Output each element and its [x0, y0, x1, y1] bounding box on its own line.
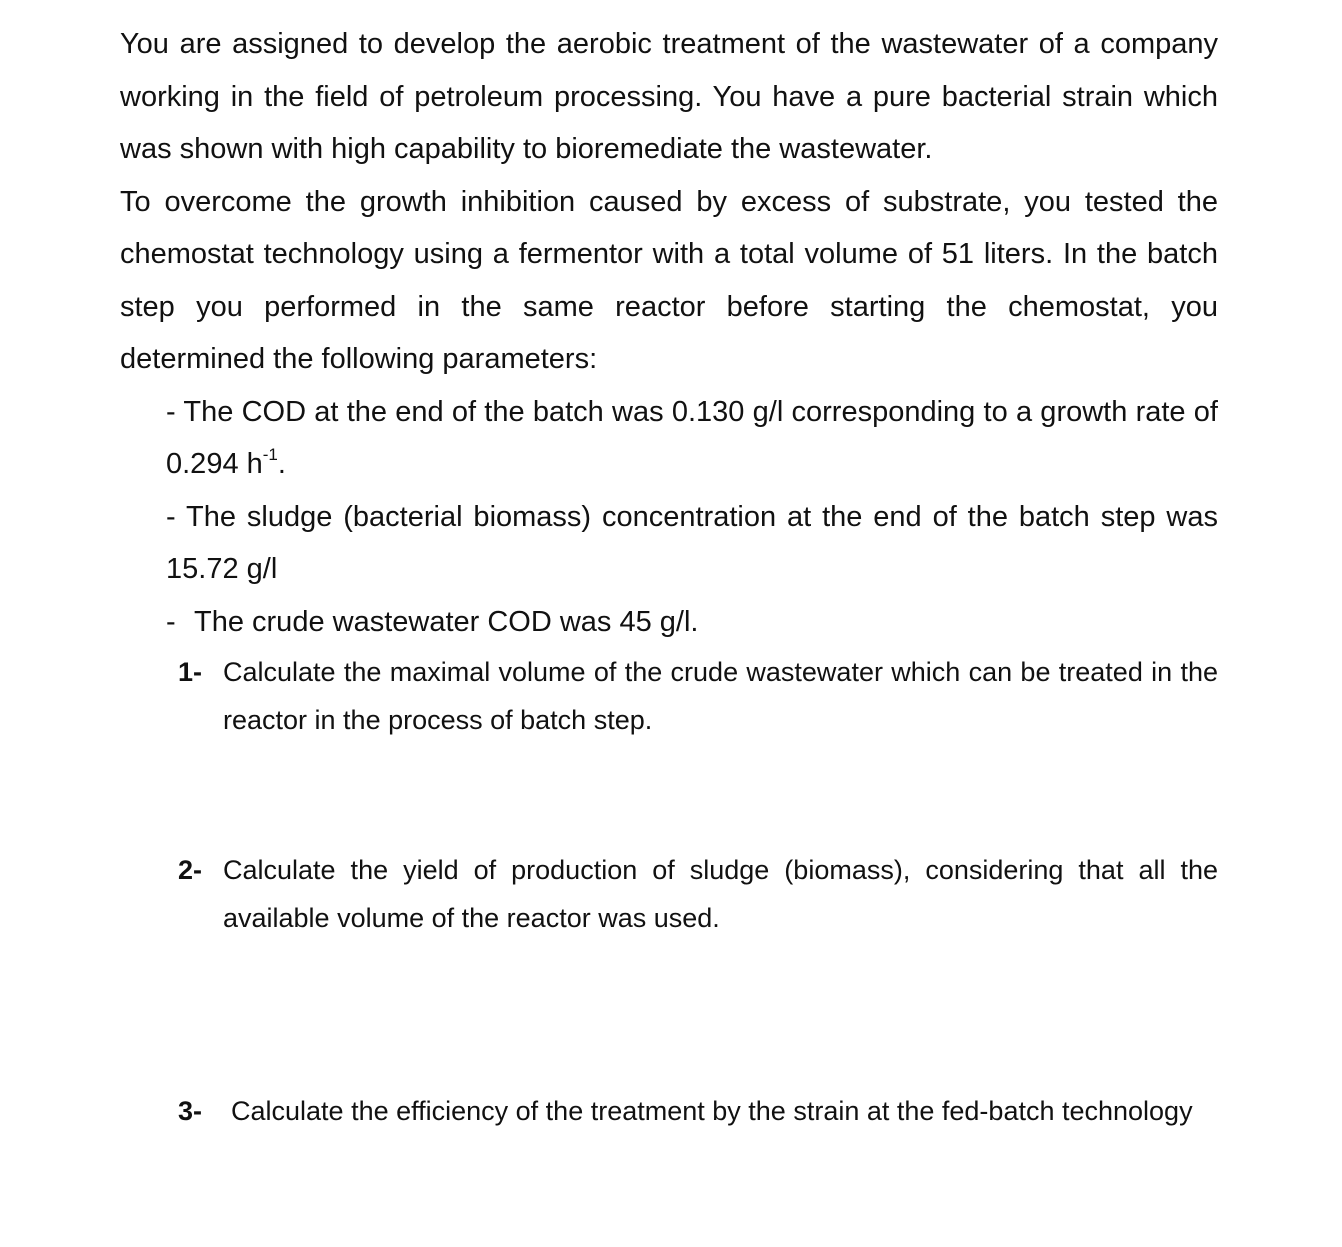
bullet-dash: -	[166, 395, 176, 428]
question-text: Calculate the yield of production of sludge (biomass), considering that all the available volume of the reactor was used.	[223, 855, 1218, 933]
question-number: 2-	[178, 855, 203, 885]
parameter-text: The sludge (bacterial biomass) concentration at the end of the batch step was 15.72 g/l	[166, 500, 1218, 585]
bullet-dash: -	[166, 500, 176, 533]
intro-paragraph: You are assigned to develop the aerobic treatment of the wastewater of a company working in the field of petroleum processing. You have a pure bacterial strain which was shown with high capability to bioremediate the wastewater.	[120, 28, 1218, 165]
chemostat-paragraph: To overcome the growth inhibition caused by excess of substrate, you tested the chemostat technology using a fermentor with a total volume of 51 liters. In the batch step you performed in the same reactor before starting the chemostat, you determined the following parameters:	[120, 185, 1218, 375]
question-number: 1-	[178, 657, 203, 687]
question-item	[178, 846, 1218, 942]
question-item	[178, 648, 1218, 744]
bullet-dash: -	[166, 605, 176, 638]
question-text: Calculate the maximal volume of the crude wastewater which can be treated in the reactor in the process of batch step.	[223, 657, 1218, 735]
parameter-suffix: .	[277, 448, 286, 480]
parameter-item	[166, 386, 1218, 491]
problem-statement	[120, 18, 1218, 648]
question-text: Calculate the efficiency of the treatment by the strain at the fed-batch technology	[231, 1096, 1193, 1126]
question-number: 3-	[178, 1096, 203, 1126]
question-item	[178, 1087, 1218, 1135]
parameters-list	[166, 386, 1218, 649]
parameter-text: The crude wastewater COD was 45 g/l.	[194, 605, 699, 638]
superscript: -1	[262, 445, 278, 464]
parameter-text: The COD at the end of the batch was 0.130 g/l corresponding to a growth rate of 0.294 h	[166, 395, 1218, 480]
parameter-item	[166, 596, 1218, 649]
parameter-item	[166, 491, 1218, 596]
